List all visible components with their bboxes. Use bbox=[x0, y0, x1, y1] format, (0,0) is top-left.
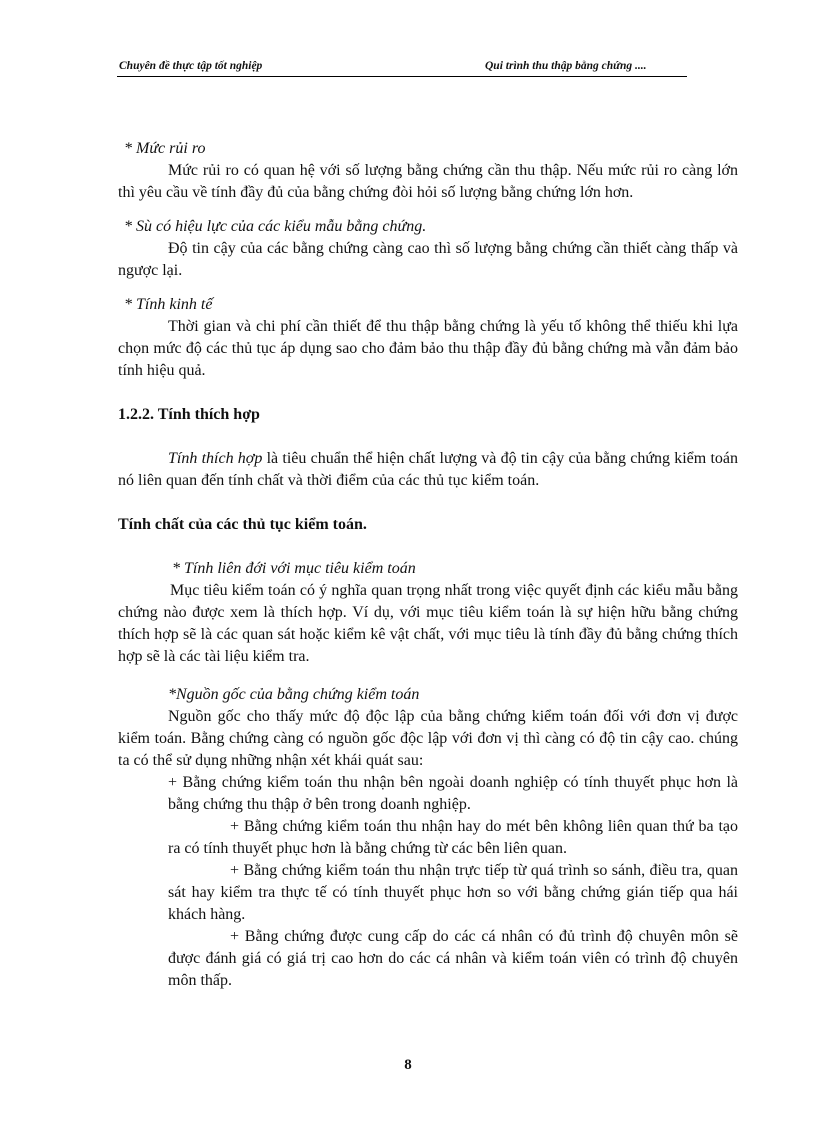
relevance-title: * Tính liên đới với mục tiêu kiểm toán bbox=[172, 560, 416, 577]
spacer bbox=[118, 382, 738, 404]
source-bullet-4: + Bằng chứng được cung cấp do các cá nhân có đủ trình độ chuyên môn sẽ được đánh giá có giá trị cao hơn do các cá nhân và kiểm toán viên có trình độ chuyên môn thấp. bbox=[168, 928, 738, 989]
spacer bbox=[118, 536, 738, 558]
source-paragraph: Nguồn gốc cho thấy mức độ độc lập của bằng chứng kiểm toán đối với đơn vị được kiểm toán. Bằng chứng càng có nguồn gốc độc lập với đơn vị thì càng có độ tin cậy cao. chúng ta có thể sử dụng những nhận xét khái quát sau: bbox=[118, 708, 738, 769]
risk-title: * Mức rủi ro bbox=[124, 140, 206, 157]
spacer bbox=[118, 492, 738, 514]
source-bullet-2: + Bằng chứng kiểm toán thu nhận hay do mét bên không liên quan thứ ba tạo ra có tính thuyết phục hơn là bằng chứng từ các bên liên quan. bbox=[168, 818, 738, 857]
section-heading-suitability: 1.2.2. Tính thích hợp bbox=[118, 406, 260, 423]
header-left-title: Chuyên đề thực tập tốt nghiệp bbox=[119, 60, 263, 72]
page-number: 8 bbox=[404, 1057, 412, 1073]
validity-title: * Sù có hiệu lực của các kiểu mẫu bằng chứng. bbox=[124, 218, 427, 235]
spacer bbox=[118, 668, 738, 684]
economy-title: * Tính kinh tế bbox=[124, 296, 213, 313]
section-heading-nature: Tính chất của các thủ tục kiểm toán. bbox=[118, 516, 367, 533]
page-header bbox=[117, 58, 687, 77]
suitability-term: Tính thích hợp bbox=[168, 450, 263, 467]
risk-paragraph: Mức rủi ro có quan hệ với số lượng bằng chứng cần thu thập. Nếu mức rủi ro càng lớn thì yêu cầu về tính đầy đủ của bằng chứng đòi hỏi số lượng bằng chứng lớn hơn. bbox=[118, 162, 738, 201]
source-bullet-3: + Bằng chứng kiểm toán thu nhận trực tiếp từ quá trình so sánh, điều tra, quan sát hay kiểm tra thực tế có tính thuyết phục hơn so với bằng chứng gián tiếp qua hái khách hàng. bbox=[168, 862, 738, 923]
suitability-body: là tiêu chuẩn thể hiện chất lượng và độ tin cậy của bằng chứng kiểm toán nó liên quan đến tính chất và thời điểm của các thủ tục kiểm toán. bbox=[118, 450, 739, 489]
spacer bbox=[118, 204, 738, 216]
spacer bbox=[118, 282, 738, 294]
relevance-paragraph: Mục tiêu kiểm toán có ý nghĩa quan trọng nhất trong việc quyết định các kiểu mẫu bằng chứng nào được xem là thích hợp. Ví dụ, với mục tiêu kiểm toán là sự hiện hữu bằng chứng thích hợp sẽ là các quan sát hoặc kiểm kê vật chất, với mục tiêu là tính đầy đủ bằng chứng thích hợp sẽ là các tài liệu kiểm tra. bbox=[118, 582, 738, 665]
economy-paragraph: Thời gian và chi phí cần thiết để thu thập bằng chứng là yếu tố không thể thiếu khi lựa chọn mức độ các thủ tục áp dụng sao cho đảm bảo thu thập đầy đủ bằng chứng mà vẫn đảm bảo tính hiệu quả. bbox=[118, 318, 738, 379]
page-content bbox=[118, 138, 738, 992]
source-title: *Nguồn gốc của bằng chứng kiểm toán bbox=[168, 686, 420, 703]
validity-paragraph: Độ tin cậy của các bằng chứng càng cao thì số lượng bằng chứng cần thiết càng thấp và ngược lại. bbox=[118, 240, 738, 279]
source-bullet-1: + Bằng chứng kiểm toán thu nhận bên ngoài doanh nghiệp có tính thuyết phục hơn là bằng chứng thu thập ở bên trong doanh nghiệp. bbox=[168, 774, 738, 813]
header-right-title: Qui trình thu thập bằng chứng .... bbox=[485, 60, 647, 72]
suitability-paragraph bbox=[118, 448, 738, 492]
spacer bbox=[118, 426, 738, 448]
